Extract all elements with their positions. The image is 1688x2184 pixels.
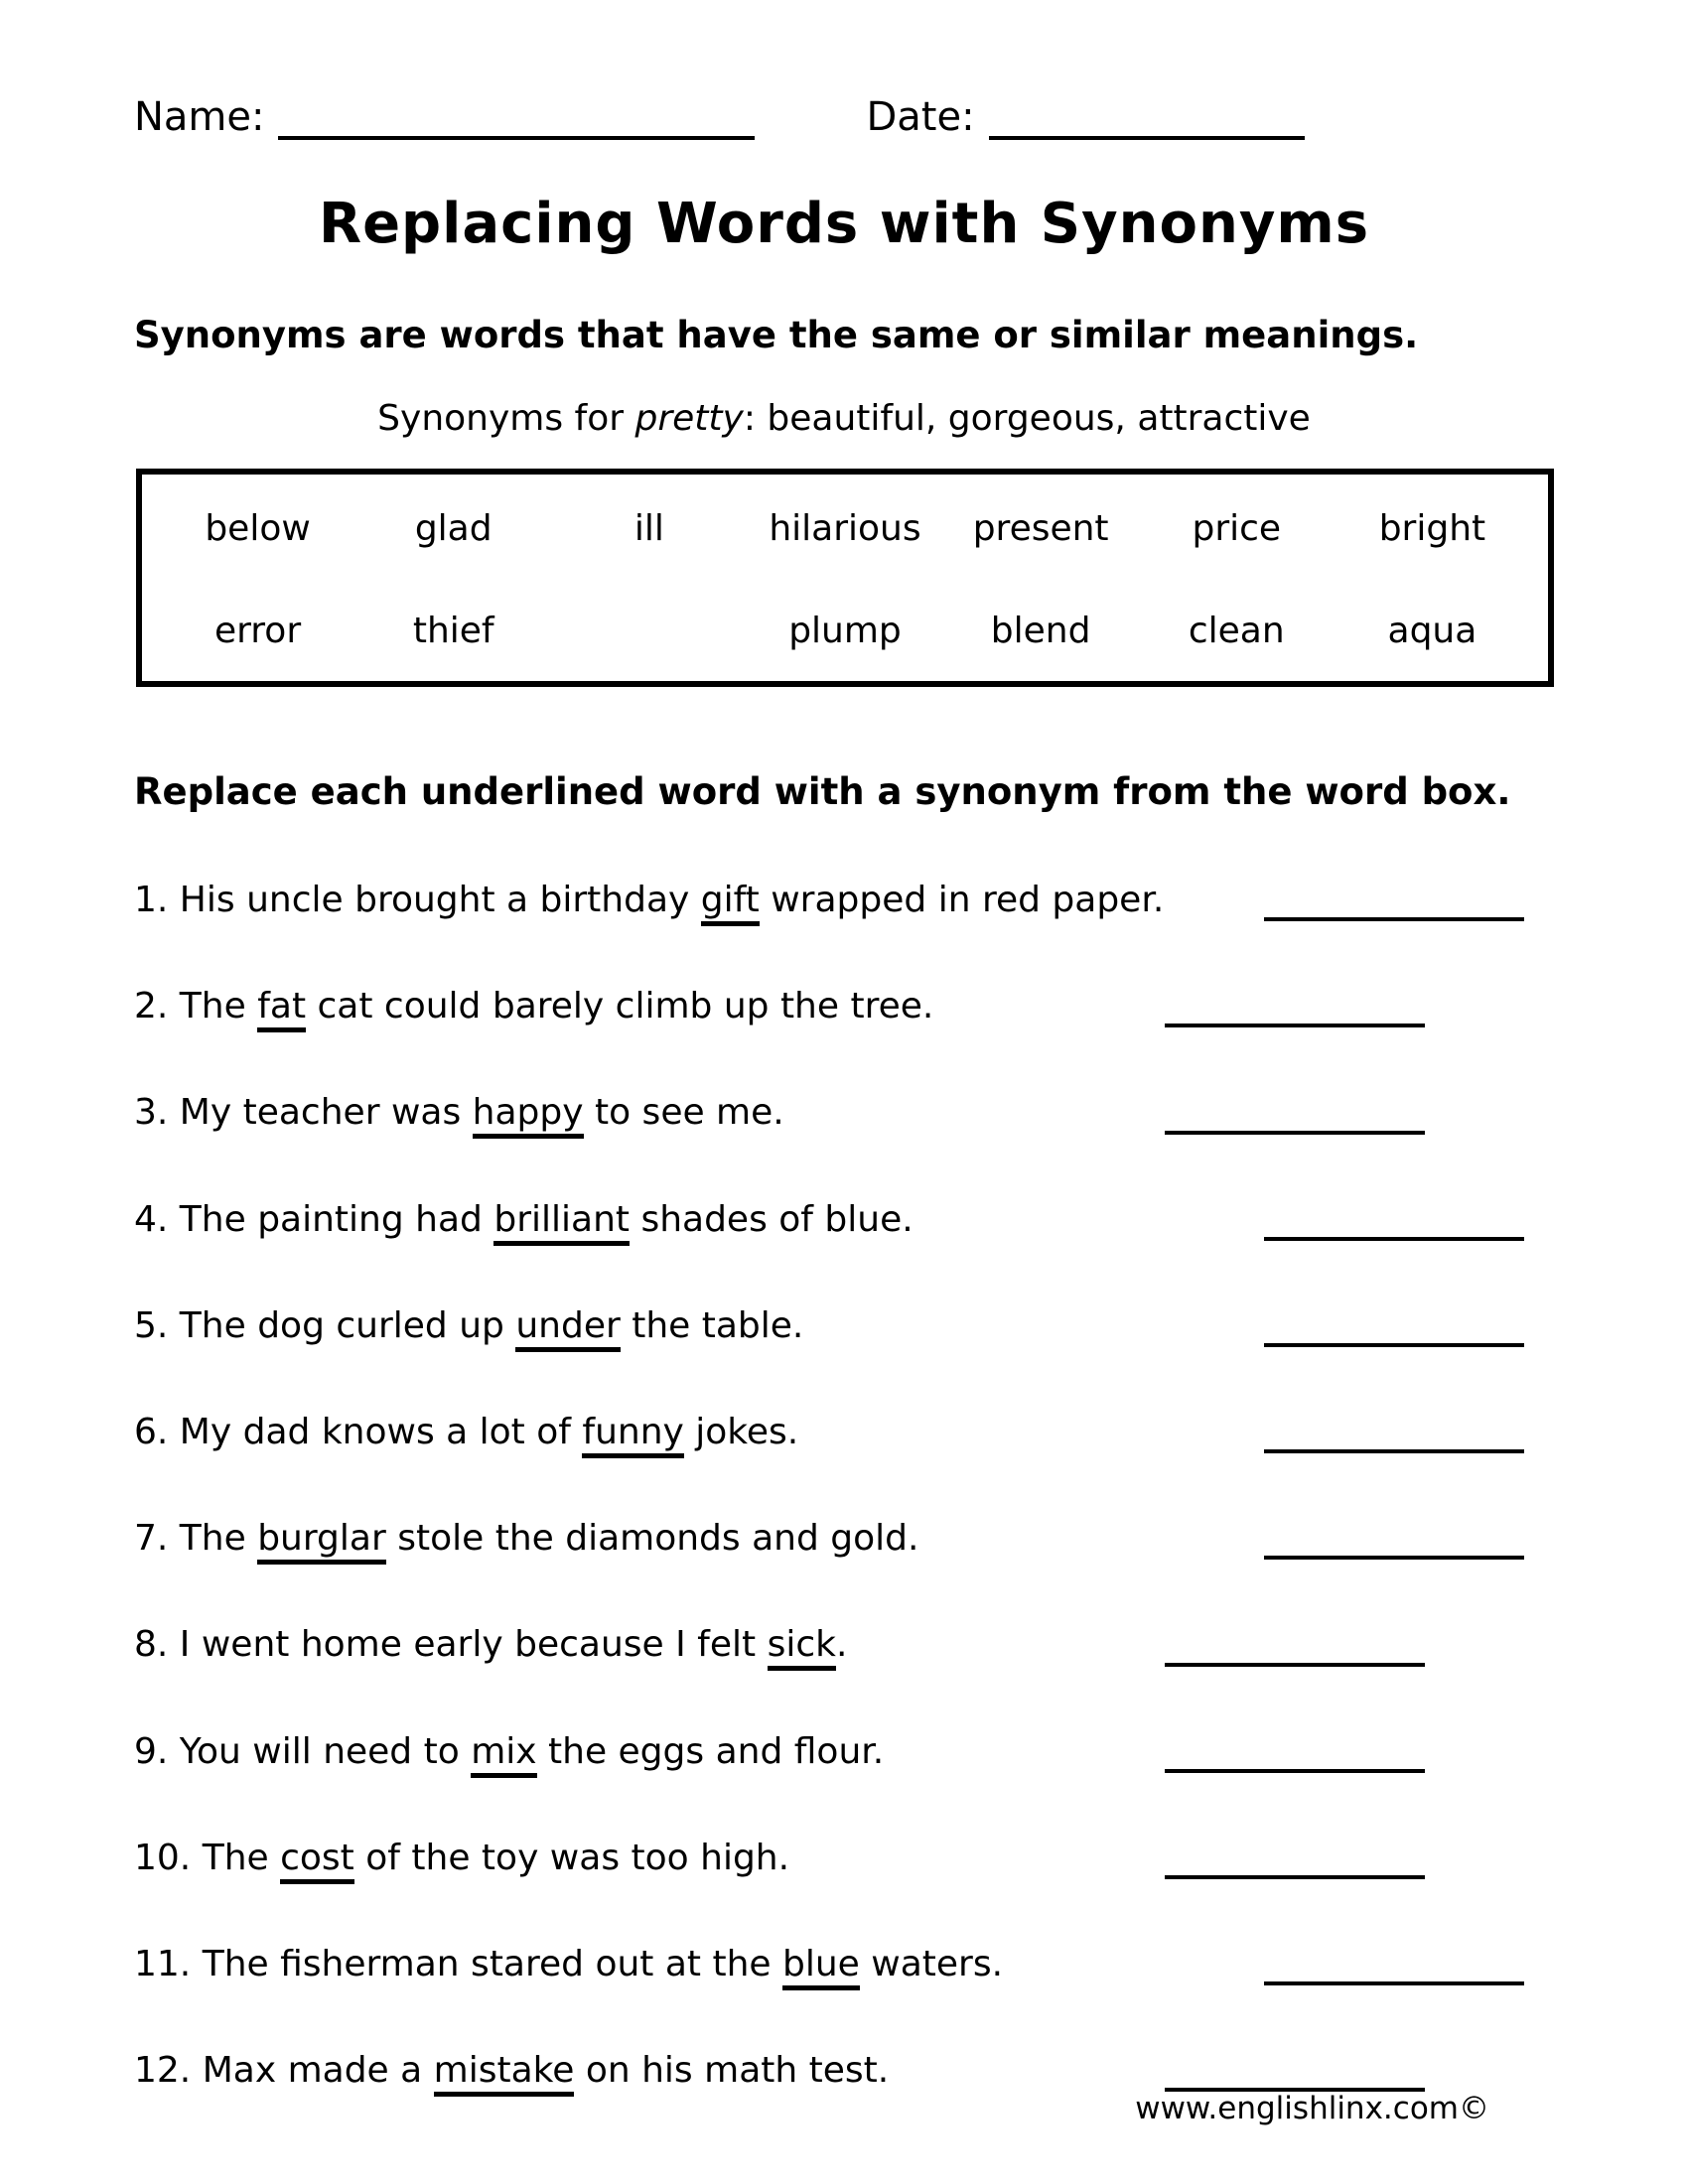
sentence-suffix: waters. — [859, 1943, 1004, 1984]
word-box — [136, 469, 1554, 687]
word-box-item: aqua — [1387, 611, 1477, 651]
intro-text: Synonyms are words that have the same or similar meanings. — [134, 314, 1419, 356]
sentence-text — [134, 1517, 918, 1560]
sentence-row — [134, 985, 1554, 1027]
underlined-word: mix — [471, 1731, 536, 1778]
sentence-prefix: The painting had — [168, 1198, 494, 1240]
answer-blank — [1165, 1637, 1425, 1667]
underlined-word: funny — [582, 1412, 683, 1458]
word-box-item: clean — [1188, 611, 1285, 651]
example-prefix: Synonyms for — [377, 398, 635, 439]
underlined-word: brilliant — [493, 1199, 630, 1246]
answer-blank — [1165, 2062, 1425, 2092]
sentence-row — [134, 879, 1554, 921]
sentence-list — [0, 879, 1688, 2092]
sentence-text — [134, 1304, 803, 1347]
sentence-text — [134, 1411, 798, 1453]
word-box-item: blend — [990, 611, 1091, 651]
sentence-number: 5. — [134, 1304, 169, 1346]
answer-blank — [1264, 891, 1524, 921]
sentence-number: 3. — [134, 1092, 169, 1134]
answer-blank — [1264, 1424, 1524, 1453]
underlined-word: fat — [257, 986, 306, 1032]
date-label: Date: — [866, 94, 975, 140]
answer-blank — [1165, 1105, 1425, 1135]
sentence-number: 12. — [134, 2050, 192, 2092]
sentence-suffix: the eggs and flour. — [536, 1730, 885, 1772]
sentence-text — [134, 879, 1164, 921]
sentence-row — [134, 1304, 1554, 1347]
underlined-word: gift — [701, 880, 760, 926]
word-box-item: hilarious — [769, 508, 921, 549]
word-box-item: present — [972, 508, 1109, 549]
sentence-row — [134, 1198, 1554, 1241]
answer-blank — [1264, 1211, 1524, 1241]
sentence-suffix: jokes. — [683, 1411, 799, 1452]
sentence-prefix: The fisherman stared out at the — [191, 1943, 782, 1984]
sentence-number: 7. — [134, 1518, 169, 1560]
answer-blank — [1264, 1530, 1524, 1560]
sentence-row — [134, 1517, 1554, 1560]
sentence-text — [134, 1623, 847, 1666]
example-word: pretty — [634, 398, 744, 439]
sentence-suffix: . — [835, 1624, 848, 1666]
answer-blank — [1165, 998, 1425, 1027]
sentence-row — [134, 2049, 1554, 2092]
word-box-item: price — [1192, 508, 1282, 549]
sentence-suffix: of the toy was too high. — [353, 1837, 790, 1878]
underlined-word: under — [515, 1305, 620, 1352]
word-box-item: error — [213, 611, 302, 651]
sentence-prefix: Max made a — [191, 2050, 434, 2092]
sentence-text — [134, 1198, 914, 1241]
sentence-suffix: wrapped in red paper. — [759, 880, 1165, 920]
sentence-number: 10. — [134, 1837, 192, 1878]
sentence-prefix: The — [168, 986, 258, 1027]
instruction-text: Replace each underlined word with a synonym from the word box. — [134, 770, 1511, 813]
answer-blank — [1165, 1849, 1425, 1879]
sentence-number: 11. — [134, 1943, 192, 1984]
sentence-text — [134, 1943, 1003, 1985]
sentence-prefix: I went home early because I felt — [168, 1624, 768, 1666]
underlined-word: cost — [280, 1838, 354, 1884]
sentence-suffix: stole the diamonds and gold. — [385, 1518, 919, 1560]
page-title: Replacing Words with Synonyms — [318, 192, 1370, 256]
sentence-number: 4. — [134, 1198, 169, 1240]
sentence-text — [134, 1091, 784, 1134]
sentence-suffix: on his math test. — [574, 2050, 890, 2092]
underlined-word: burglar — [257, 1518, 386, 1565]
word-box-item: ill — [633, 508, 664, 549]
sentence-prefix: My teacher was — [168, 1092, 473, 1134]
name-fill-line — [278, 102, 755, 140]
underlined-word: happy — [473, 1092, 584, 1139]
sentence-row — [134, 1623, 1554, 1666]
sentence-suffix: cat could barely climb up the tree. — [306, 986, 934, 1027]
sentence-number: 1. — [134, 880, 169, 920]
footer-credit: www.englishlinx.com© — [1135, 2091, 1489, 2126]
sentence-row — [134, 1730, 1554, 1773]
sentence-number: 9. — [134, 1730, 169, 1772]
underlined-word: mistake — [434, 2050, 575, 2097]
sentence-prefix: His uncle brought a birthday — [168, 880, 701, 920]
sentence-suffix: the table. — [620, 1304, 804, 1346]
sentence-number: 2. — [134, 986, 169, 1027]
word-box-empty-cell — [551, 611, 747, 651]
word-box-item: glad — [414, 508, 492, 549]
sentence-text — [134, 1730, 884, 1773]
word-box-item: plump — [788, 611, 902, 651]
sentence-suffix: shades of blue. — [630, 1198, 914, 1240]
word-box-item: thief — [412, 611, 494, 651]
sentence-row — [134, 1411, 1554, 1453]
underlined-word: blue — [782, 1944, 860, 1990]
sentence-text — [134, 985, 933, 1027]
sentence-prefix: The dog curled up — [168, 1304, 516, 1346]
sentence-text — [134, 1837, 789, 1879]
sentence-prefix: My dad knows a lot of — [168, 1411, 583, 1452]
word-box-item: below — [205, 508, 311, 549]
example-rest: : beautiful, gorgeous, attractive — [743, 398, 1311, 439]
name-label: Name: — [134, 94, 265, 140]
sentence-number: 6. — [134, 1411, 169, 1452]
answer-blank — [1264, 1956, 1524, 1985]
answer-blank — [1165, 1743, 1425, 1773]
sentence-row — [134, 1091, 1554, 1134]
sentence-number: 8. — [134, 1624, 169, 1666]
sentence-prefix: The — [191, 1837, 281, 1878]
date-fill-line — [989, 102, 1305, 140]
sentence-suffix: to see me. — [583, 1092, 784, 1134]
sentence-row — [134, 1837, 1554, 1879]
sentence-row — [134, 1943, 1554, 1985]
example-line — [0, 398, 1688, 439]
word-box-item: bright — [1378, 508, 1486, 549]
answer-blank — [1264, 1317, 1524, 1347]
underlined-word: sick — [768, 1624, 836, 1671]
sentence-prefix: The — [168, 1518, 258, 1560]
sentence-text — [134, 2049, 889, 2092]
header — [0, 0, 1688, 140]
sentence-prefix: You will need to — [168, 1730, 472, 1772]
